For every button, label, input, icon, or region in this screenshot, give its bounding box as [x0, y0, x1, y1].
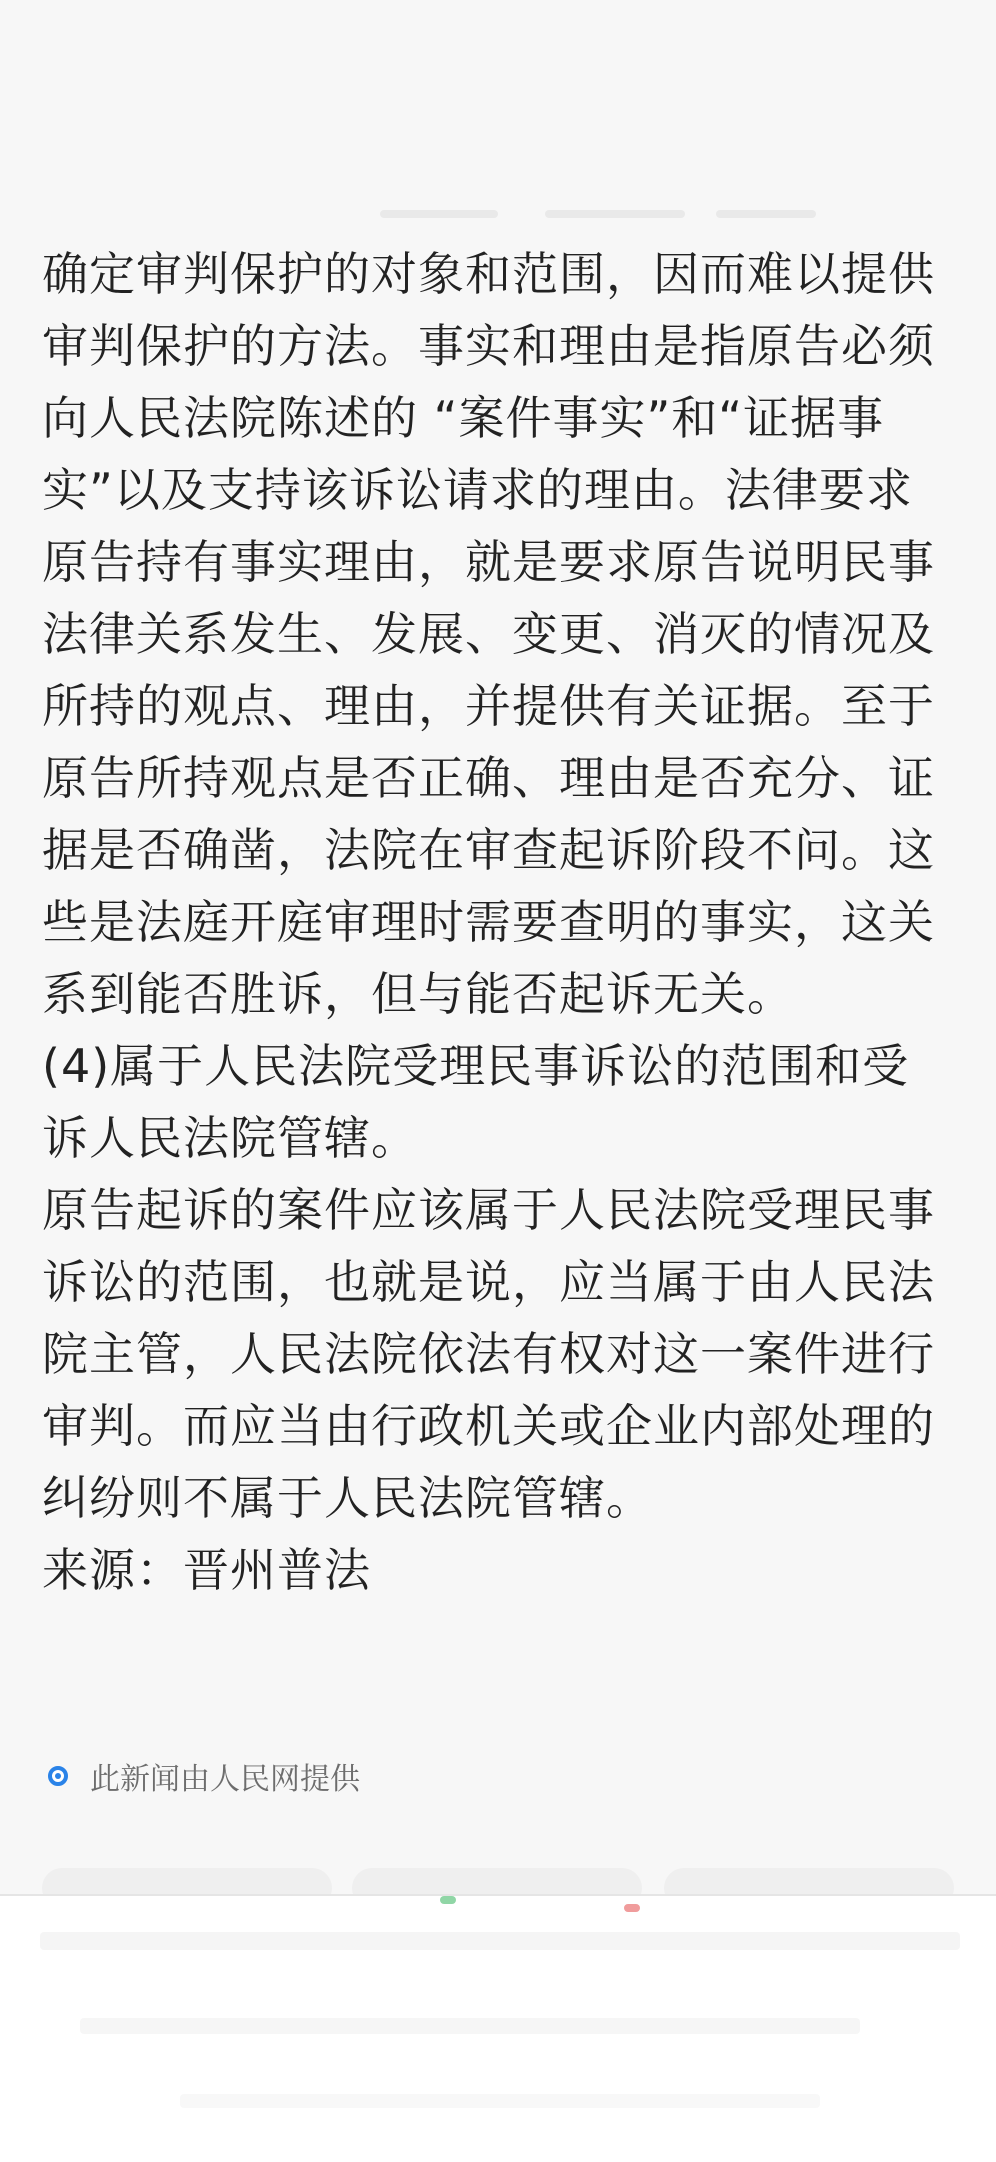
article-paragraph: 确定审判保护的对象和范围，因而难以提供审判保护的方法。事实和理由是指原告必须向人民法院陈述的 “案件事实”和“证据事实”以及支持该诉讼请求的理由。法律要求原告持有事实理由，就是要求原告说明民事法律关系发生、发展、变更、消灭的情况及所持的观点、理由，并提供有关证据。至于原告所持观点是否正确、理由是否充分、证据是否确凿，法院在审查起诉阶段不问。这些是法庭开庭审理时需要查明的事实，这关系到能否胜诉，但与能否起诉无关。: [42, 247, 935, 1021]
article-paragraph: 原告起诉的案件应该属于人民法院受理民事诉讼的范围，也就是说，应当属于由人民法院主管，人民法院依法有权对这一案件进行审判。而应当由行政机关或企业内部处理的纠纷则不属于人民法院管辖。: [42, 1183, 935, 1525]
green-indicator-icon: [440, 1896, 456, 1904]
article-source-line: 来源：晋州普法: [42, 1543, 371, 1597]
red-indicator-icon: [624, 1904, 640, 1912]
faded-header-line: [716, 210, 816, 218]
info-dot-icon: [48, 1766, 68, 1786]
faded-header-line: [545, 210, 685, 218]
faint-mark: [180, 2094, 820, 2108]
top-blank-area: [0, 0, 996, 240]
article-body: [42, 238, 956, 1606]
news-source-attribution: [48, 1756, 360, 1796]
news-source-text: 此新闻由人民网提供: [90, 1762, 360, 1797]
faint-mark: [80, 2018, 860, 2034]
faded-header-line: [380, 210, 498, 218]
faint-mark: [40, 1932, 960, 1950]
article-paragraph: (4)属于人民法院受理民事诉讼的范围和受诉人民法院管辖。: [42, 1039, 910, 1165]
